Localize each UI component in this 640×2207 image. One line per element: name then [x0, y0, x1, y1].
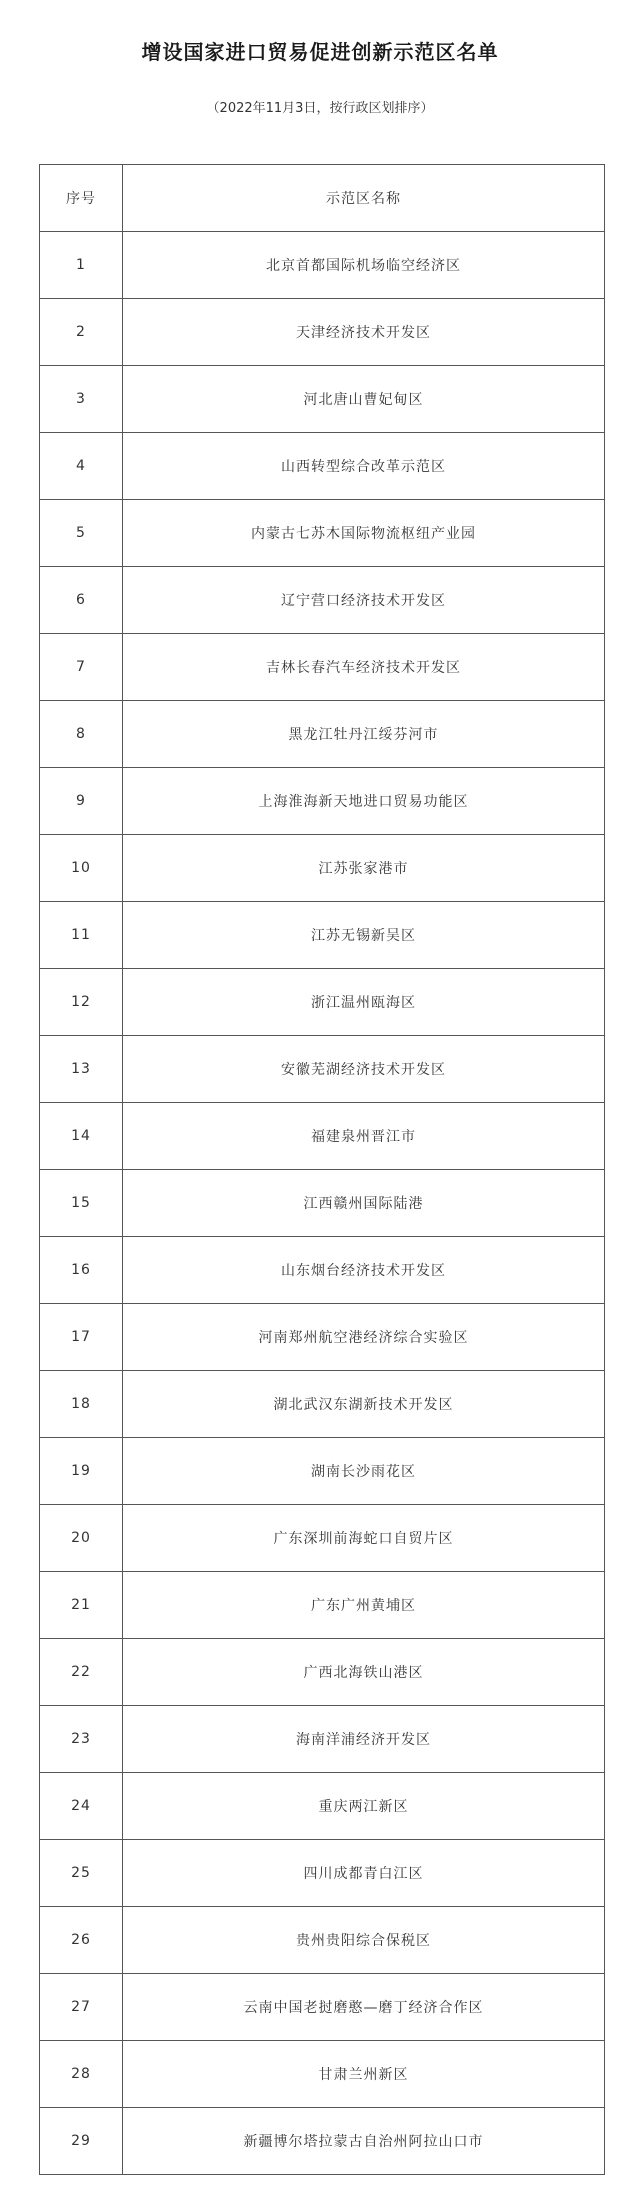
zone-name-cell: 安徽芜湖经济技术开发区	[123, 1036, 605, 1103]
demo-zone-table	[39, 164, 605, 2175]
serial-number-cell: 24	[40, 1773, 123, 1840]
serial-number-cell: 15	[40, 1170, 123, 1237]
zone-name-cell: 四川成都青白江区	[123, 1840, 605, 1907]
table-row	[40, 701, 605, 768]
zone-name-cell: 福建泉州晋江市	[123, 1103, 605, 1170]
serial-number-cell: 20	[40, 1505, 123, 1572]
zone-name-cell: 重庆两江新区	[123, 1773, 605, 1840]
zone-name-cell: 辽宁营口经济技术开发区	[123, 567, 605, 634]
table-row	[40, 1706, 605, 1773]
table-row	[40, 366, 605, 433]
serial-number-cell: 10	[40, 835, 123, 902]
zone-name-cell: 吉林长春汽车经济技术开发区	[123, 634, 605, 701]
table-row	[40, 1840, 605, 1907]
zone-name-cell: 江西赣州国际陆港	[123, 1170, 605, 1237]
serial-number-cell: 12	[40, 969, 123, 1036]
serial-number-cell: 21	[40, 1572, 123, 1639]
table-body	[40, 232, 605, 2175]
serial-number-cell: 28	[40, 2041, 123, 2108]
table-row	[40, 1572, 605, 1639]
table-row	[40, 1036, 605, 1103]
table-row	[40, 1438, 605, 1505]
serial-number-cell: 17	[40, 1304, 123, 1371]
zone-name-cell: 浙江温州瓯海区	[123, 969, 605, 1036]
zone-name-cell: 海南洋浦经济开发区	[123, 1706, 605, 1773]
table-row	[40, 768, 605, 835]
serial-number-cell: 22	[40, 1639, 123, 1706]
table-row	[40, 567, 605, 634]
serial-number-cell: 9	[40, 768, 123, 835]
zone-name-cell: 江苏无锡新吴区	[123, 902, 605, 969]
document-title: 增设国家进口贸易促进创新示范区名单	[141, 40, 499, 64]
zone-name-cell: 新疆博尔塔拉蒙古自治州阿拉山口市	[123, 2108, 605, 2175]
table-row	[40, 1371, 605, 1438]
table-row	[40, 232, 605, 299]
serial-number-cell: 25	[40, 1840, 123, 1907]
table-row	[40, 2108, 605, 2175]
zone-name-cell: 河南郑州航空港经济综合实验区	[123, 1304, 605, 1371]
table-header-row	[40, 165, 605, 232]
table-row	[40, 433, 605, 500]
serial-number-cell: 4	[40, 433, 123, 500]
table-row	[40, 835, 605, 902]
serial-number-cell: 16	[40, 1237, 123, 1304]
serial-number-cell: 19	[40, 1438, 123, 1505]
table-row	[40, 1505, 605, 1572]
zone-name-cell: 山西转型综合改革示范区	[123, 433, 605, 500]
zone-name-cell: 内蒙古七苏木国际物流枢纽产业园	[123, 500, 605, 567]
zone-name-cell: 广东深圳前海蛇口自贸片区	[123, 1505, 605, 1572]
serial-number-cell: 2	[40, 299, 123, 366]
serial-number-cell: 1	[40, 232, 123, 299]
table-row	[40, 299, 605, 366]
table-row	[40, 1304, 605, 1371]
zone-name-cell: 广东广州黄埔区	[123, 1572, 605, 1639]
table-row	[40, 1639, 605, 1706]
table-row	[40, 969, 605, 1036]
zone-name-cell: 云南中国老挝磨憨—磨丁经济合作区	[123, 1974, 605, 2041]
zone-name-cell: 江苏张家港市	[123, 835, 605, 902]
table-row	[40, 1773, 605, 1840]
zone-name-cell: 天津经济技术开发区	[123, 299, 605, 366]
serial-number-cell: 18	[40, 1371, 123, 1438]
serial-number-cell: 3	[40, 366, 123, 433]
table-row	[40, 2041, 605, 2108]
zone-name-cell: 山东烟台经济技术开发区	[123, 1237, 605, 1304]
zone-name-cell: 北京首都国际机场临空经济区	[123, 232, 605, 299]
serial-number-cell: 11	[40, 902, 123, 969]
zone-name-cell: 甘肃兰州新区	[123, 2041, 605, 2108]
serial-number-cell: 8	[40, 701, 123, 768]
table-row	[40, 634, 605, 701]
serial-number-cell: 23	[40, 1706, 123, 1773]
table-row	[40, 1237, 605, 1304]
document-subtitle: （2022年11月3日，按行政区划排序）	[206, 101, 434, 116]
serial-number-cell: 7	[40, 634, 123, 701]
table-row	[40, 1103, 605, 1170]
zone-name-cell: 河北唐山曹妃甸区	[123, 366, 605, 433]
zone-name-cell: 上海淮海新天地进口贸易功能区	[123, 768, 605, 835]
serial-number-cell: 14	[40, 1103, 123, 1170]
serial-number-cell: 13	[40, 1036, 123, 1103]
serial-number-cell: 27	[40, 1974, 123, 2041]
header-zone-name: 示范区名称	[123, 165, 605, 232]
table-row	[40, 500, 605, 567]
zone-name-cell: 湖北武汉东湖新技术开发区	[123, 1371, 605, 1438]
zone-name-cell: 湖南长沙雨花区	[123, 1438, 605, 1505]
table-row	[40, 902, 605, 969]
serial-number-cell: 6	[40, 567, 123, 634]
serial-number-cell: 29	[40, 2108, 123, 2175]
zone-name-cell: 贵州贵阳综合保税区	[123, 1907, 605, 1974]
zone-name-cell: 黑龙江牡丹江绥芬河市	[123, 701, 605, 768]
serial-number-cell: 26	[40, 1907, 123, 1974]
header-serial-number: 序号	[40, 165, 123, 232]
table-row	[40, 1974, 605, 2041]
table-row	[40, 1170, 605, 1237]
serial-number-cell: 5	[40, 500, 123, 567]
table-row	[40, 1907, 605, 1974]
zone-name-cell: 广西北海铁山港区	[123, 1639, 605, 1706]
